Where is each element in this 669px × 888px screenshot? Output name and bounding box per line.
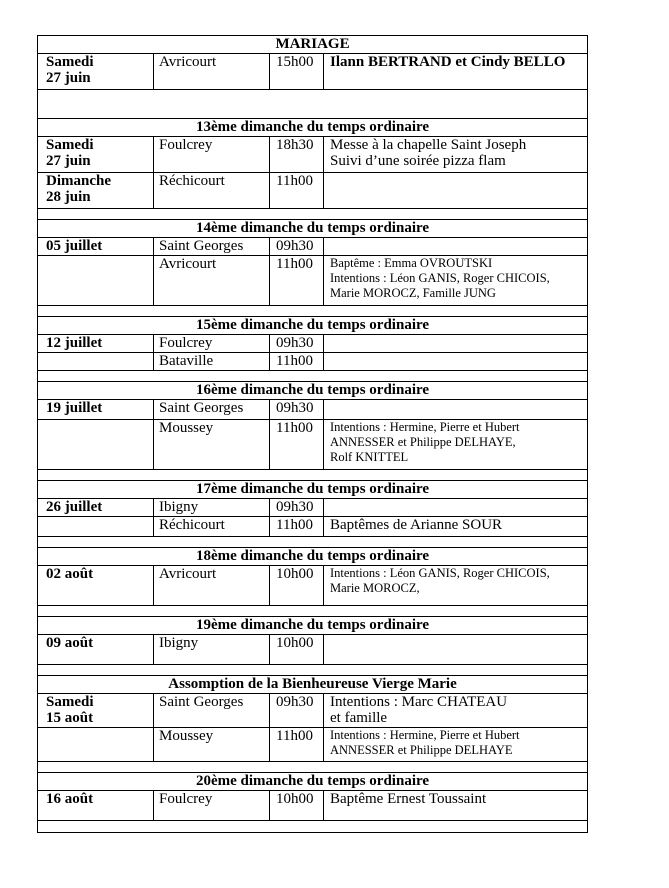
date-line: 19 juillet (46, 400, 103, 416)
note-line: Marie MOROCZ, (330, 581, 420, 595)
schedule-row (38, 335, 588, 353)
date-cell (38, 566, 154, 606)
time-cell: 09h30 (270, 694, 324, 728)
spacer-row (38, 537, 588, 548)
spacer-row (38, 665, 588, 676)
section-header-row (38, 382, 588, 400)
date-cell (38, 694, 154, 728)
date-cell (38, 791, 154, 821)
date-cell (38, 499, 154, 517)
note-line: Intentions : Léon GANIS, Roger CHICOIS, (330, 271, 550, 285)
date-line: Dimanche (46, 173, 111, 189)
date-line: 09 août (46, 635, 94, 651)
note-cell (324, 420, 588, 470)
spacer-row (38, 821, 588, 833)
spacer-row (38, 209, 588, 220)
section-header-row (38, 617, 588, 635)
section-header-row (38, 773, 588, 791)
time-cell: 11h00 (270, 517, 324, 537)
spacer-row (38, 470, 588, 481)
spacer-cell (38, 606, 588, 617)
section-title: 16ème dimanche du temps ordinaire (38, 382, 588, 400)
schedule-row (38, 566, 588, 606)
date-line: 16 août (46, 791, 94, 807)
note-cell (324, 566, 588, 606)
note-line: Baptême Ernest Toussaint (330, 791, 487, 807)
note-cell (324, 238, 588, 256)
place-cell: Réchicourt (154, 173, 270, 209)
time-cell: 09h30 (270, 238, 324, 256)
spacer-row (38, 606, 588, 617)
place-cell: Saint Georges (154, 238, 270, 256)
date-cell (38, 728, 154, 762)
date-line: 27 juin (46, 70, 91, 86)
time-cell: 11h00 (270, 420, 324, 470)
section-header-row (38, 119, 588, 137)
note-line: Messe à la chapelle Saint Joseph (330, 137, 527, 153)
schedule-row (38, 499, 588, 517)
schedule-row (38, 353, 588, 371)
time-cell: 10h00 (270, 635, 324, 665)
section-title: MARIAGE (38, 36, 588, 54)
note-cell (324, 499, 588, 517)
time-cell: 10h00 (270, 566, 324, 606)
date-cell (38, 335, 154, 353)
schedule-row (38, 256, 588, 306)
date-line: 26 juillet (46, 499, 103, 515)
time-cell: 11h00 (270, 256, 324, 306)
time-cell: 11h00 (270, 173, 324, 209)
place-cell: Bataville (154, 353, 270, 371)
spacer-cell (38, 371, 588, 382)
spacer-cell (38, 821, 588, 833)
time-cell: 11h00 (270, 353, 324, 371)
schedule-row (38, 400, 588, 420)
section-title: 20ème dimanche du temps ordinaire (38, 773, 588, 791)
date-cell (38, 517, 154, 537)
note-line: et famille (330, 710, 388, 726)
place-cell: Foulcrey (154, 335, 270, 353)
date-cell (38, 256, 154, 306)
date-cell (38, 137, 154, 173)
section-title: 19ème dimanche du temps ordinaire (38, 617, 588, 635)
spacer-cell (38, 537, 588, 548)
note-line: Intentions : Hermine, Pierre et Hubert (330, 728, 520, 742)
note-line: Ilann BERTRAND et Cindy BELLO (330, 54, 566, 70)
schedule-row (38, 420, 588, 470)
schedule-row (38, 54, 588, 90)
note-line: Baptême : Emma OVROUTSKI (330, 256, 493, 270)
time-cell: 18h30 (270, 137, 324, 173)
time-cell: 10h00 (270, 791, 324, 821)
date-cell (38, 635, 154, 665)
date-line: 05 juillet (46, 238, 103, 254)
note-cell (324, 400, 588, 420)
note-line: Intentions : Léon GANIS, Roger CHICOIS, (330, 566, 550, 580)
schedule-row (38, 728, 588, 762)
time-cell: 09h30 (270, 499, 324, 517)
schedule-row (38, 173, 588, 209)
place-cell: Ibigny (154, 635, 270, 665)
section-title: 17ème dimanche du temps ordinaire (38, 481, 588, 499)
section-header-row (38, 220, 588, 238)
note-line: Baptêmes de Arianne SOUR (330, 517, 503, 533)
time-cell: 11h00 (270, 728, 324, 762)
note-cell (324, 517, 588, 537)
note-cell (324, 256, 588, 306)
date-line: Samedi (46, 54, 94, 70)
spacer-cell (38, 209, 588, 220)
note-cell (324, 694, 588, 728)
schedule-row (38, 791, 588, 821)
place-cell: Avricourt (154, 256, 270, 306)
spacer-cell (38, 762, 588, 773)
spacer-row (38, 371, 588, 382)
date-line: 15 août (46, 710, 94, 726)
date-line: 12 juillet (46, 335, 103, 351)
schedule-table (37, 35, 588, 833)
place-cell: Foulcrey (154, 791, 270, 821)
place-cell: Foulcrey (154, 137, 270, 173)
note-cell (324, 173, 588, 209)
note-cell (324, 728, 588, 762)
note-line: Suivi d’une soirée pizza flam (330, 153, 506, 169)
spacer-row (38, 762, 588, 773)
section-title: Assomption de la Bienheureuse Vierge Marie (38, 676, 588, 694)
place-cell: Ibigny (154, 499, 270, 517)
note-line: Rolf KNITTEL (330, 450, 409, 464)
section-header-row (38, 481, 588, 499)
section-header-row (38, 548, 588, 566)
section-title: 13ème dimanche du temps ordinaire (38, 119, 588, 137)
date-cell (38, 54, 154, 90)
section-header-row (38, 317, 588, 335)
schedule-row (38, 694, 588, 728)
spacer-cell (38, 470, 588, 481)
schedule-row (38, 517, 588, 537)
time-cell: 09h30 (270, 400, 324, 420)
date-cell (38, 238, 154, 256)
date-cell (38, 353, 154, 371)
place-cell: Avricourt (154, 54, 270, 90)
place-cell: Saint Georges (154, 694, 270, 728)
note-line: Marie MOROCZ, Famille JUNG (330, 286, 496, 300)
date-cell (38, 173, 154, 209)
section-title: 15ème dimanche du temps ordinaire (38, 317, 588, 335)
time-cell: 09h30 (270, 335, 324, 353)
spacer-cell (38, 665, 588, 676)
time-cell: 15h00 (270, 54, 324, 90)
note-line: Intentions : Hermine, Pierre et Hubert (330, 420, 520, 434)
spacer-row (38, 90, 588, 119)
place-cell: Réchicourt (154, 517, 270, 537)
date-line: 02 août (46, 566, 94, 582)
spacer-cell (38, 306, 588, 317)
note-cell (324, 137, 588, 173)
place-cell: Moussey (154, 728, 270, 762)
schedule-row (38, 137, 588, 173)
note-cell (324, 335, 588, 353)
place-cell: Avricourt (154, 566, 270, 606)
section-header-row (38, 676, 588, 694)
schedule-row (38, 635, 588, 665)
spacer-row (38, 306, 588, 317)
note-cell (324, 54, 588, 90)
date-line: 28 juin (46, 189, 91, 205)
note-cell (324, 353, 588, 371)
date-line: Samedi (46, 694, 94, 710)
place-cell: Saint Georges (154, 400, 270, 420)
note-line: ANNESSER et Philippe DELHAYE, (330, 435, 516, 449)
date-line: Samedi (46, 137, 94, 153)
section-title: 18ème dimanche du temps ordinaire (38, 548, 588, 566)
note-line: Intentions : Marc CHATEAU (330, 694, 508, 710)
date-line: 27 juin (46, 153, 91, 169)
note-line: ANNESSER et Philippe DELHAYE (330, 743, 513, 757)
place-cell: Moussey (154, 420, 270, 470)
section-header-row (38, 36, 588, 54)
date-cell (38, 420, 154, 470)
note-cell (324, 635, 588, 665)
spacer-cell (38, 90, 588, 119)
date-cell (38, 400, 154, 420)
section-title: 14ème dimanche du temps ordinaire (38, 220, 588, 238)
note-cell (324, 791, 588, 821)
schedule-row (38, 238, 588, 256)
